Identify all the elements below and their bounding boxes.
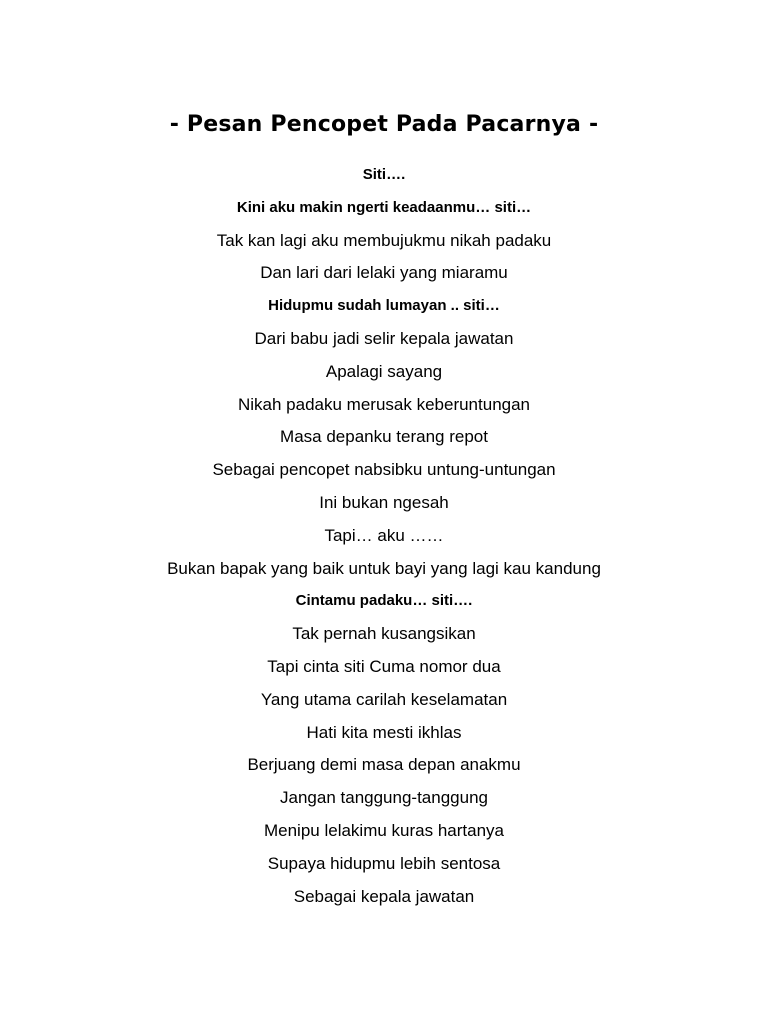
- poem-body: [0, 159, 768, 913]
- poem-line: Tapi… aku ……: [324, 525, 444, 545]
- poem-line: Siti….: [362, 166, 406, 183]
- poem-line: Yang utama carilah keselamatan: [260, 689, 508, 709]
- poem-line: Tak kan lagi aku membujukmu nikah padaku: [216, 230, 552, 250]
- poem-line: Cintamu padaku… siti….: [295, 592, 473, 610]
- poem-line: Berjuang demi masa depan anakmu: [247, 755, 521, 775]
- poem-line: Supaya hidupmu lebih sentosa: [267, 853, 501, 873]
- poem-line: Masa depanku terang repot: [280, 427, 488, 447]
- poem-line: Bukan bapak yang baik untuk bayi yang lagi kau kandung: [167, 558, 601, 578]
- poem-line: Jangan tanggung-tanggung: [280, 788, 488, 808]
- poem-line: Nikah padaku merusak keberuntungan: [237, 394, 531, 414]
- poem-line: Menipu lelakimu kuras hartanya: [263, 820, 504, 840]
- page-title: - Pesan Pencopet Pada Pacarnya -: [169, 111, 599, 137]
- poem-line: Sebagai pencopet nabsibku untung-untungan: [212, 460, 556, 480]
- poem-line: Tapi cinta siti Cuma nomor dua: [267, 656, 501, 676]
- poem-line: Hati kita mesti ikhlas: [306, 722, 462, 742]
- poem-line: Dari babu jadi selir kepala jawatan: [254, 328, 514, 348]
- poem-line: Tak pernah kusangsikan: [292, 624, 476, 644]
- poem-line: Ini bukan ngesah: [319, 492, 449, 512]
- poem-line: Apalagi sayang: [325, 361, 443, 381]
- poem-line: Kini aku makin ngerti keadaanmu… siti…: [236, 198, 532, 216]
- poem-line: Dan lari dari lelaki yang miaramu: [260, 263, 508, 283]
- poem-line: Hidupmu sudah lumayan .. siti…: [268, 297, 500, 315]
- poem-line: Sebagai kepala jawatan: [293, 886, 475, 906]
